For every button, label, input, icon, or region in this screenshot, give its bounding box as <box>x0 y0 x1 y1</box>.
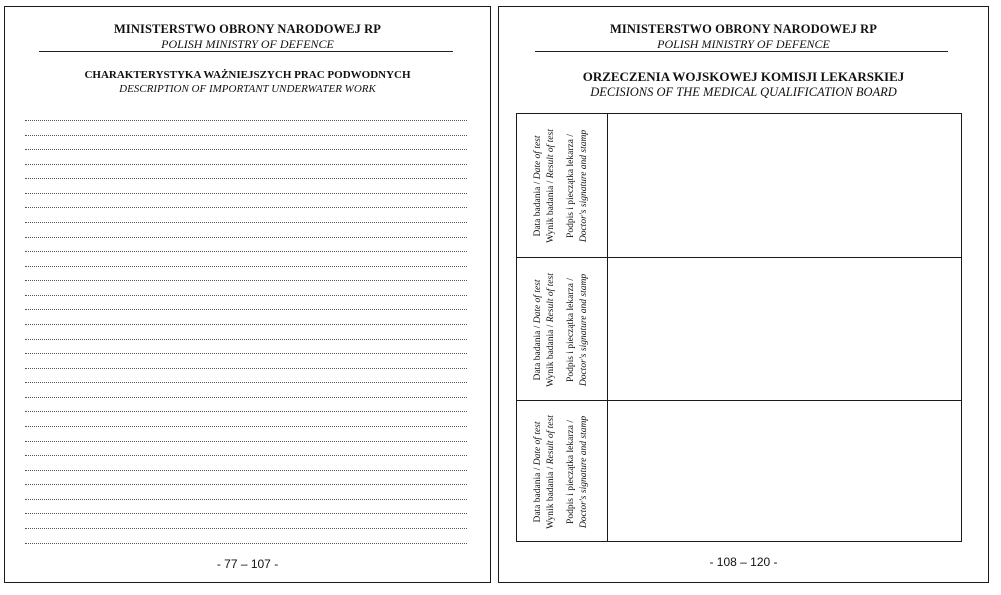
medical-board-table <box>516 113 962 542</box>
entry-label-column <box>517 258 608 401</box>
date-result-label: Data badania / Date of test Wynik badania / Result of test <box>533 272 556 387</box>
writing-lines <box>25 7 467 567</box>
writing-line[interactable] <box>25 441 467 442</box>
page-range: - 108 – 120 - <box>709 555 778 569</box>
writing-line[interactable] <box>25 164 467 165</box>
section-title-polish: ORZECZENIA WOJSKOWEJ KOMISJI LEKARSKIEJ <box>582 69 905 84</box>
board-entry-row <box>517 257 961 401</box>
entry-area[interactable] <box>608 258 961 401</box>
entry-label-column <box>517 401 608 542</box>
date-result-label: Data badania / Date of test Wynik badania / Result of test <box>533 128 556 243</box>
header-rule <box>535 51 948 52</box>
writing-line[interactable] <box>25 513 467 514</box>
entry-area[interactable] <box>608 114 961 257</box>
signature-label: Podpis i pieczątka lekarza / Doctor's signature and stamp <box>566 273 589 386</box>
writing-line[interactable] <box>25 237 467 238</box>
section-title-polish: CHARAKTERYSTYKA WAŻNIEJSZYCH PRAC PODWODNYCH <box>84 69 411 81</box>
right-page <box>498 6 989 583</box>
writing-line[interactable] <box>25 499 467 500</box>
writing-line[interactable] <box>25 543 467 544</box>
entry-label-column <box>517 114 608 257</box>
left-page <box>4 6 491 583</box>
page-range: - 77 – 107 - <box>216 557 279 571</box>
board-entry-row <box>517 400 961 542</box>
ministry-name-polish: MINISTERSTWO OBRONY NARODOWEJ RP <box>114 22 381 36</box>
writing-line[interactable] <box>25 470 467 471</box>
writing-line[interactable] <box>25 368 467 369</box>
ministry-name-english: POLISH MINISTRY OF DEFENCE <box>657 37 830 51</box>
writing-line[interactable] <box>25 295 467 296</box>
writing-line[interactable] <box>25 207 467 208</box>
writing-line[interactable] <box>25 484 467 485</box>
writing-line[interactable] <box>25 251 467 252</box>
ministry-name-polish: MINISTERSTWO OBRONY NARODOWEJ RP <box>610 22 877 36</box>
writing-line[interactable] <box>25 411 467 412</box>
writing-line[interactable] <box>25 222 467 223</box>
writing-line[interactable] <box>25 266 467 267</box>
writing-line[interactable] <box>25 455 467 456</box>
writing-line[interactable] <box>25 353 467 354</box>
signature-label: Podpis i pieczątka lekarza / Doctor's signature and stamp <box>566 129 589 242</box>
writing-line[interactable] <box>25 339 467 340</box>
writing-line[interactable] <box>25 178 467 179</box>
board-entry-row <box>517 114 961 257</box>
date-result-label: Data badania / Date of test Wynik badania / Result of test <box>533 414 556 529</box>
writing-line[interactable] <box>25 528 467 529</box>
signature-label: Podpis i pieczątka lekarza / Doctor's signature and stamp <box>566 415 589 528</box>
writing-line[interactable] <box>25 149 467 150</box>
writing-line[interactable] <box>25 426 467 427</box>
section-title-english: DECISIONS OF THE MEDICAL QUALIFICATION BOARD <box>590 85 897 99</box>
writing-line[interactable] <box>25 135 467 136</box>
writing-line[interactable] <box>25 397 467 398</box>
ministry-name-english: POLISH MINISTRY OF DEFENCE <box>161 37 334 51</box>
section-title-english: DESCRIPTION OF IMPORTANT UNDERWATER WORK <box>119 83 376 95</box>
writing-line[interactable] <box>25 309 467 310</box>
writing-line[interactable] <box>25 280 467 281</box>
writing-line[interactable] <box>25 324 467 325</box>
writing-line[interactable] <box>25 382 467 383</box>
writing-line[interactable] <box>25 193 467 194</box>
entry-area[interactable] <box>608 401 961 542</box>
writing-line[interactable] <box>25 120 467 121</box>
